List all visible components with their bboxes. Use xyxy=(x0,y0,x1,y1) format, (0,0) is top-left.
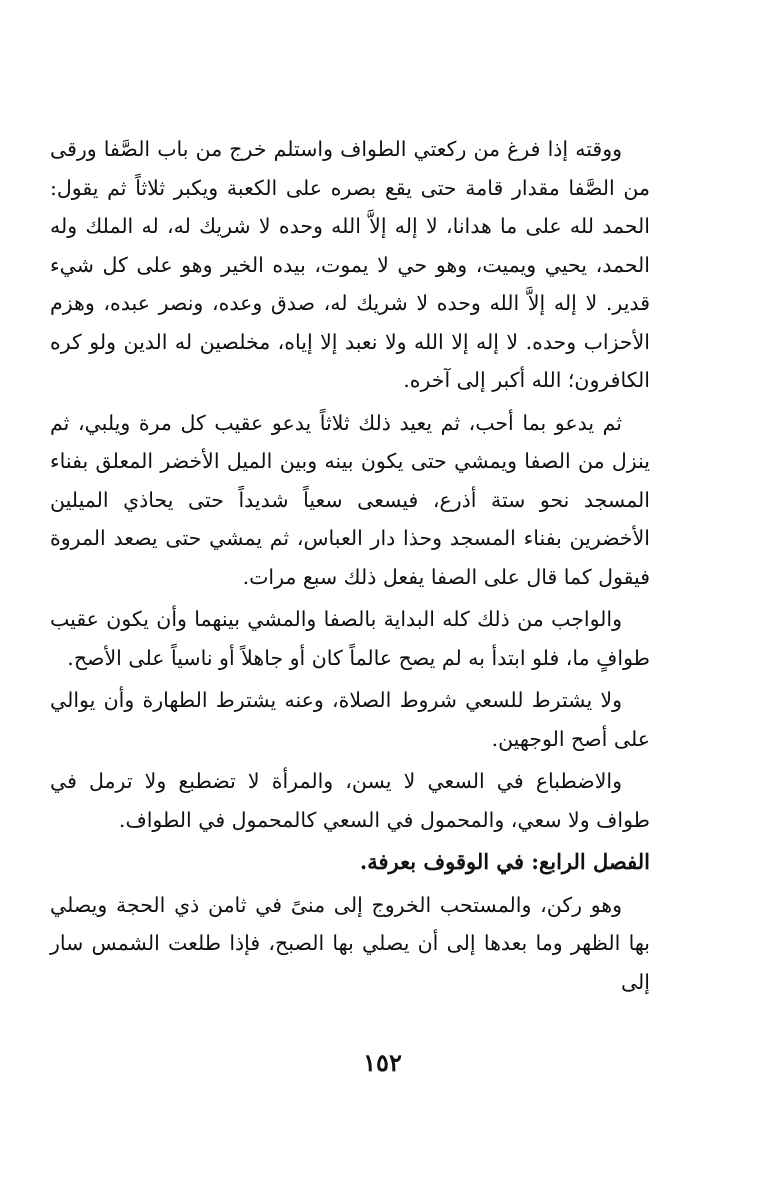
paragraph-arafa-start: وهو ركن، والمستحب الخروج إلى منىً في ثامن ذي الحجة ويصلي بها الظهر وما بعدها إلى أن يصلي بها الصبح، فإذا طلعت الشمس سار إلى xyxy=(50,892,650,994)
page-number: ١٥٢ xyxy=(363,1048,402,1077)
book-page-body xyxy=(50,130,650,1005)
paragraph-idtiba: والاضطباع في السعي لا يسن، والمرأة لا تضطبع ولا ترمل في طواف ولا سعي، والمحمول في السعي كالمحمول في الطواف. xyxy=(50,769,650,832)
paragraph-talbiya-safa: ووقته إذا فرغ من ركعتي الطواف واستلم خرج من باب الصَّفا ورقى من الصَّفا مقدار قامة حتى يقع بصره على الكعبة ويكبر ثلاثاً ثم يقول: الحمد لله على ما هدانا، لا إله إلاَّ الله وحده لا شريك له، له الملك وله الحمد، يحيي ويميت، وهو حي لا يموت، بيده الخير وهو على كل شيء قدير. لا إله إلاَّ الله وحده لا شريك له، صدق وعده، ونصر عبده، وهزم الأحزاب وحده. لا إله إلا الله ولا نعبد إلا إياه، مخلصين له الدين ولو كره الكافرون؛ الله أكبر إلى آخره. xyxy=(50,137,650,392)
paragraph-sai-obligations: والواجب من ذلك كله البداية بالصفا والمشي بينهما وأن يكون عقيب طوافٍ ما، فلو ابتدأ به لم يصح عالماً كان أو جاهلاً أو ناسياً على الأصح. xyxy=(50,607,650,670)
paragraph-sai-procedure: ثم يدعو بما أحب، ثم يعيد ذلك ثلاثاً يدعو عقيب كل مرة ويلبي، ثم ينزل من الصفا ويمشي حتى يكون بينه وبين الميل الأخضر المعلق بفناء المسجد نحو ستة أذرع، فيسعى سعياً شديداً حتى يحاذي الميلين الأخضرين بفناء المسجد وحذا دار العباس، ثم يمشي حتى يصعد المروة فيقول كما قال على الصفا يفعل ذلك سبع مرات. xyxy=(50,410,650,589)
section-heading-arafa: الفصل الرابع: في الوقوف بعرفة. xyxy=(359,849,650,874)
paragraph-sai-conditions: ولا يشترط للسعي شروط الصلاة، وعنه يشترط الطهارة وأن يوالي على أصح الوجهين. xyxy=(50,688,650,751)
